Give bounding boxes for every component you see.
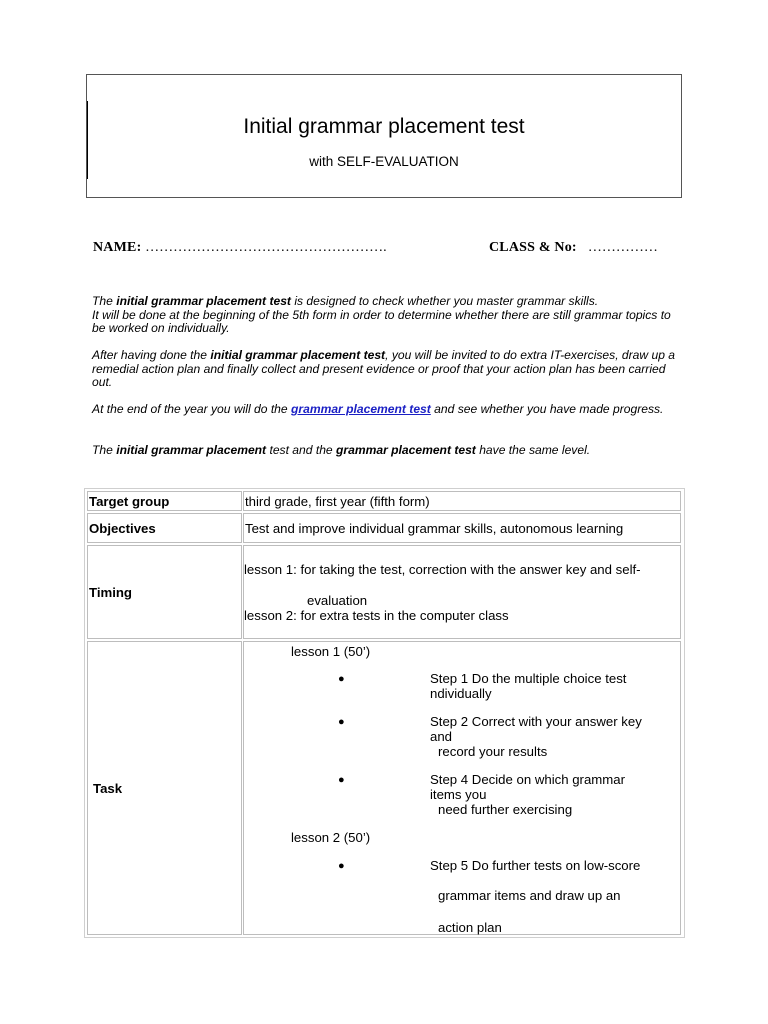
lesson-2-heading: lesson 2 (50’) xyxy=(291,830,371,845)
bullet-icon: ● xyxy=(338,716,345,728)
bullet-icon: ● xyxy=(338,673,345,685)
timing-label: Timing xyxy=(89,585,132,600)
intro-paragraph-2: After having done the initial grammar placement test, you will be invited to do extra IT-exercises, draw up a remedial action plan and finally collect and present evidence or proof that your action plan has been carried out. xyxy=(92,348,676,390)
step-1-line-2: ndividually xyxy=(430,686,492,701)
intro-paragraph-1: The initial grammar placement test is designed to check whether you master grammar skills. It will be done at the beginning of the 5th form in order to determine whether there are still grammar topics to be worked on individually. xyxy=(92,294,671,336)
lesson-1-heading: lesson 1 (50’) xyxy=(291,644,371,659)
timing-line-3: lesson 2: for extra tests in the computer class xyxy=(244,608,509,623)
objectives-label-cell xyxy=(87,513,242,543)
timing-line-2: evaluation xyxy=(307,593,368,608)
step-5-line-3: action plan xyxy=(438,920,502,935)
step-2-line-3: record your results xyxy=(438,744,548,759)
name-dots: ……………………………………………. xyxy=(145,240,387,255)
target-group-label-cell xyxy=(87,491,242,511)
timing-label-cell xyxy=(87,545,242,639)
step-1-line-1: Step 1 Do the multiple choice test xyxy=(430,671,627,686)
step-4-line-2: items you xyxy=(430,787,487,802)
task-label-cell xyxy=(87,641,242,935)
timing-value-cell xyxy=(243,545,681,639)
intro-paragraph-4: The initial grammar placement test and the grammar placement test have the same level. xyxy=(92,443,591,457)
step-4-line-3: need further exercising xyxy=(438,802,573,817)
target-group-label: Target group xyxy=(89,494,170,509)
step-5-line-1: Step 5 Do further tests on low-score xyxy=(430,858,641,873)
objectives-value-cell xyxy=(243,513,681,543)
class-field xyxy=(489,240,658,256)
name-field xyxy=(93,240,387,256)
step-5-line-2: grammar items and draw up an xyxy=(438,888,621,903)
title-box xyxy=(86,74,682,198)
page-subtitle: with SELF-EVALUATION xyxy=(309,154,459,169)
bullet-icon: ● xyxy=(338,860,345,872)
class-label: CLASS & No: xyxy=(489,240,577,255)
objectives-value: Test and improve individual grammar skills, autonomous learning xyxy=(245,521,624,536)
target-group-value: third grade, first year (fifth form) xyxy=(245,494,430,509)
task-label: Task xyxy=(93,781,123,796)
name-label: NAME: xyxy=(93,240,142,255)
class-dots: …………… xyxy=(587,240,658,255)
step-2-line-1: Step 2 Correct with your answer key xyxy=(430,714,642,729)
timing-line-1: lesson 1: for taking the test, correction with the answer key and self- xyxy=(244,562,641,577)
grammar-placement-test-link[interactable]: grammar placement test xyxy=(291,402,431,416)
step-4-line-1: Step 4 Decide on which grammar xyxy=(430,772,625,787)
step-2-line-2: and xyxy=(430,729,453,744)
target-group-value-cell xyxy=(243,491,681,511)
objectives-label: Objectives xyxy=(89,521,156,536)
bullet-icon: ● xyxy=(338,774,345,786)
page-title: Initial grammar placement test xyxy=(243,115,525,138)
intro-paragraph-3: At the end of the year you will do the grammar placement test and see whether you have made progress. xyxy=(92,402,664,416)
task-value-cell xyxy=(243,641,681,935)
